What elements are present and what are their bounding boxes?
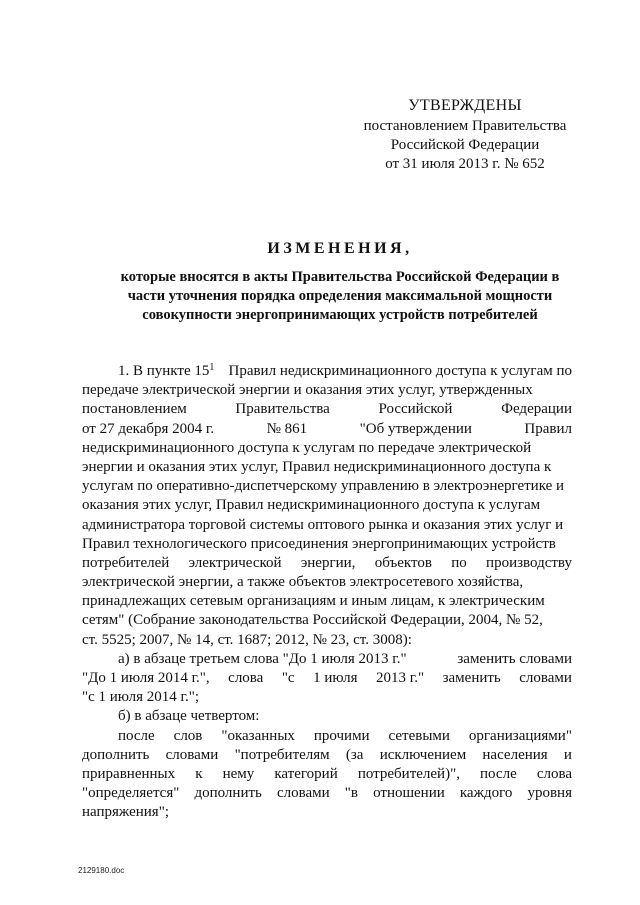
text-line — [82, 362, 572, 381]
word: от 27 декабря 2004 г. — [82, 420, 215, 437]
word: производству — [486, 554, 572, 571]
word: и — [563, 746, 572, 763]
text-line: передаче электрической энергии и оказания этих услуг, утвержденных — [82, 382, 533, 399]
word: "Об утверждении — [359, 420, 472, 437]
text-line: электрической энергии, а также объектов электросетевого хозяйства, — [82, 574, 524, 591]
word: населения — [482, 746, 548, 763]
subtitle-line: совокупности энергопринимающих устройств потребителей — [142, 307, 538, 323]
word: словами — [519, 670, 572, 686]
word: "До 1 июля 2014 г.", — [82, 670, 210, 686]
word: 1 июля — [313, 670, 358, 686]
word: категорий — [274, 765, 338, 782]
word: Правил — [524, 420, 572, 437]
word: постановлением — [82, 401, 187, 418]
text-fragment: заменить словами — [457, 650, 572, 667]
word: "потребителям — [234, 746, 330, 763]
word: дополнить — [194, 785, 262, 802]
word: словами — [276, 785, 330, 802]
word: "определяется" — [82, 785, 180, 802]
word: приравненных — [82, 765, 176, 782]
approval-title: УТВЕРЖДЕНЫ — [408, 97, 522, 114]
word: электрической — [188, 554, 282, 571]
text-line — [82, 765, 572, 784]
approval-line: постановлением Правительства — [363, 118, 567, 134]
approval-date: от 31 июля 2013 г. № 652 — [385, 156, 545, 172]
text-line: "с 1 июля 2014 г."; — [82, 689, 200, 706]
word: после — [480, 765, 517, 782]
word: 2013 г." — [376, 670, 425, 686]
word: Федерации — [501, 401, 572, 418]
subtitle-line: которые вносятся в акты Правительства Российской Федерации в — [120, 269, 560, 285]
text-line: энергии и оказания этих услуг, Правил недискриминационного доступа к — [82, 458, 552, 475]
word: прочими — [313, 727, 370, 744]
text-line: ст. 5525; 2007, № 14, ст. 1687; 2012, № 23, ст. 3008): — [82, 631, 412, 648]
text-line: недискриминационного доступа к услугам по передаче электрической — [82, 439, 532, 456]
word: "в — [344, 785, 358, 802]
text-line — [82, 727, 572, 746]
word: Российской — [378, 401, 453, 418]
text-line — [82, 650, 572, 669]
text-line — [82, 420, 572, 439]
word: сетевыми — [388, 727, 450, 744]
word: исключением — [379, 746, 467, 763]
footer-filename: 2129180.doc — [78, 866, 125, 875]
word: организациями" — [468, 727, 572, 744]
word: объектов — [374, 554, 432, 571]
text-line: администратора торговой системы оптового рынка и оказания этих услуг и — [82, 516, 564, 533]
text-line: Правил технологического присоединения энергопринимающих устройств — [82, 535, 556, 552]
word: уровня — [527, 785, 572, 802]
word: (за — [345, 746, 364, 763]
document-title: ИЗМЕНЕНИЯ, — [267, 240, 413, 257]
text-line — [82, 746, 572, 765]
text-line: б) в абзаце четвертом: — [118, 708, 260, 725]
word: потребителей — [82, 554, 170, 571]
word: слов — [173, 727, 203, 744]
word: заменить — [442, 670, 501, 686]
text-line: напряжения"; — [82, 804, 169, 821]
text-line — [82, 400, 572, 419]
word: после — [118, 727, 155, 744]
text-fragment: 1. В пункте $15^1$ — [118, 362, 215, 379]
word: "с — [281, 670, 295, 686]
text-fragment: Правил недискриминационного доступа к услугам по — [228, 363, 572, 379]
text-line — [82, 669, 572, 688]
word: к — [195, 765, 203, 782]
word: каждого — [459, 785, 513, 802]
word: Правительства — [235, 401, 330, 418]
word: слова — [228, 670, 264, 686]
word: потребителей)", — [357, 765, 460, 782]
word: слова — [536, 765, 572, 782]
word: словами — [165, 746, 219, 763]
approval-block — [340, 96, 590, 174]
text-line: принадлежащих сетевым организациям и иным лицам, к электрическим — [82, 593, 545, 610]
text-line: оказания этих услуг, Правил недискриминационного доступа к услугам — [82, 497, 541, 514]
text-line — [82, 554, 572, 573]
text-line — [82, 784, 572, 803]
word: дополнить — [82, 746, 150, 763]
word: № 861 — [266, 420, 308, 437]
text-fragment: а) в абзаце третьем слова "До 1 июля 2013 г." — [118, 650, 407, 667]
word: энергии, — [300, 554, 356, 571]
subtitle-line: части уточнения порядка определения максимальной мощности — [127, 288, 553, 304]
word: отношении — [373, 785, 445, 802]
approval-line: Российской Федерации — [390, 137, 540, 153]
document-body — [82, 362, 572, 823]
text-line: сетям" (Собрание законодательства Российской Федерации, 2004, № 52, — [82, 612, 543, 629]
word: нему — [222, 765, 255, 782]
text-line: услугам по оперативно-диспетчерскому управлению в электроэнергетике и — [82, 478, 565, 495]
word: "оказанных — [221, 727, 295, 744]
word: по — [451, 554, 467, 571]
document-subtitle — [70, 268, 610, 325]
